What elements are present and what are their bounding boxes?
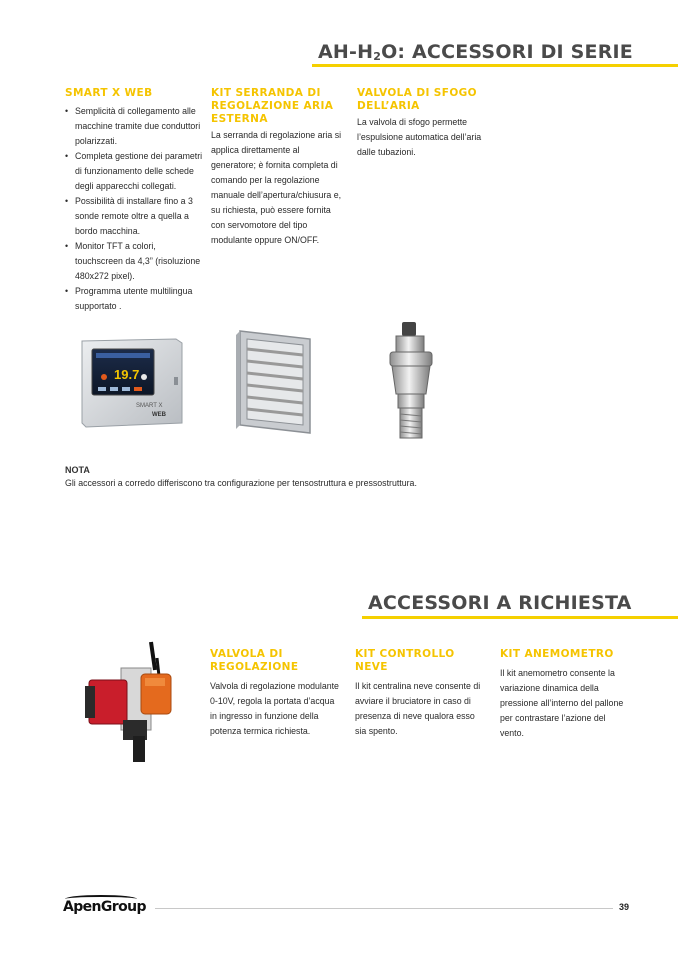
note-text: Gli accessori a corredo differiscono tra configurazione per tensostruttura e pressostruttura. [65, 478, 417, 488]
section-title-underline [312, 64, 678, 67]
kit-anemometro-block [500, 648, 632, 741]
device-brand: SMART X [136, 403, 163, 409]
page-number: 39 [619, 902, 630, 912]
smart-x-web-bullets [65, 104, 205, 314]
valvola-regolazione-image [85, 640, 190, 768]
list-item: • Monitor TFT a colori, touchscreen da 4,3” (risoluzione 480x272 pixel). [65, 239, 205, 284]
section-title-on-request: ACCESSORI A RICHIESTA [368, 592, 632, 614]
kit-serranda-text: La serranda di regolazione aria si applica direttamente al generatore; è fornita completa di comando per la regolazione manuale dell’apertura/chiusura e, su richiesta, può essere fornita con servomotore del tipo modulante oppure ON/OFF. [211, 130, 342, 245]
footer-line [155, 908, 613, 909]
kit-anemometro-title: KIT ANEMOMETRO [500, 648, 614, 660]
note-title: NOTA [65, 465, 90, 475]
device-sub: WEB [152, 412, 166, 418]
kit-serranda-title: KIT SERRANDA DI REGOLAZIONE ARIA ESTERNA [211, 87, 334, 125]
list-item: • Possibilità di installare fino a 3 sonde remote oltre a quella a bordo macchina. [65, 194, 205, 239]
valvola-regolazione-text: Valvola di regolazione modulante 0-10V, regola la portata d’acqua in ingresso in funzione della potenza termica richiesta. [210, 681, 339, 736]
kit-neve-block [355, 648, 485, 739]
kit-anemometro-text: Il kit anemometro consente la variazione dinamica della pressione all’interno del pallone per contrastare l’azione del vento. [500, 668, 624, 738]
valvola-sfogo-title: VALVOLA DI SFOGO DELL’ARIA [357, 87, 478, 112]
valvola-sfogo-block [357, 87, 482, 160]
kit-neve-title: KIT CONTROLLO NEVE [355, 648, 455, 673]
valvola-regolazione-block [210, 648, 342, 739]
list-item: • Completa gestione dei parametri di funzionamento delle schede degli apparecchi collegati. [65, 149, 205, 194]
section-title-underline [362, 616, 678, 619]
kit-serranda-image [236, 325, 316, 440]
logo-text: ApenGroup [63, 899, 146, 915]
kit-serranda-block [211, 87, 345, 248]
kit-neve-text: Il kit centralina neve consente di avviare il bruciatore in caso di presenza di neve qualora esso sia spento. [355, 681, 481, 736]
valvola-regolazione-title: VALVOLA DI REGOLAZIONE [210, 648, 299, 673]
apen-group-logo [63, 894, 149, 920]
screen-temperature: 19.7 [114, 367, 140, 382]
list-item: • Programma utente multilingua supportato . [65, 284, 205, 314]
list-item: • Semplicità di collegamento alle macchine tramite due conduttori polarizzati. [65, 104, 205, 149]
smart-x-web-image [78, 337, 186, 429]
section-title-series: $AH-H_2O$: ACCESSORI DI SERIE [318, 41, 633, 63]
smart-x-web-block [65, 87, 205, 314]
valvola-sfogo-image [382, 320, 442, 445]
valvola-sfogo-text: La valvola di sfogo permette l’espulsione automatica dell’aria dalle tubazioni. [357, 117, 482, 157]
smart-x-web-title: SMART X WEB [65, 87, 153, 99]
